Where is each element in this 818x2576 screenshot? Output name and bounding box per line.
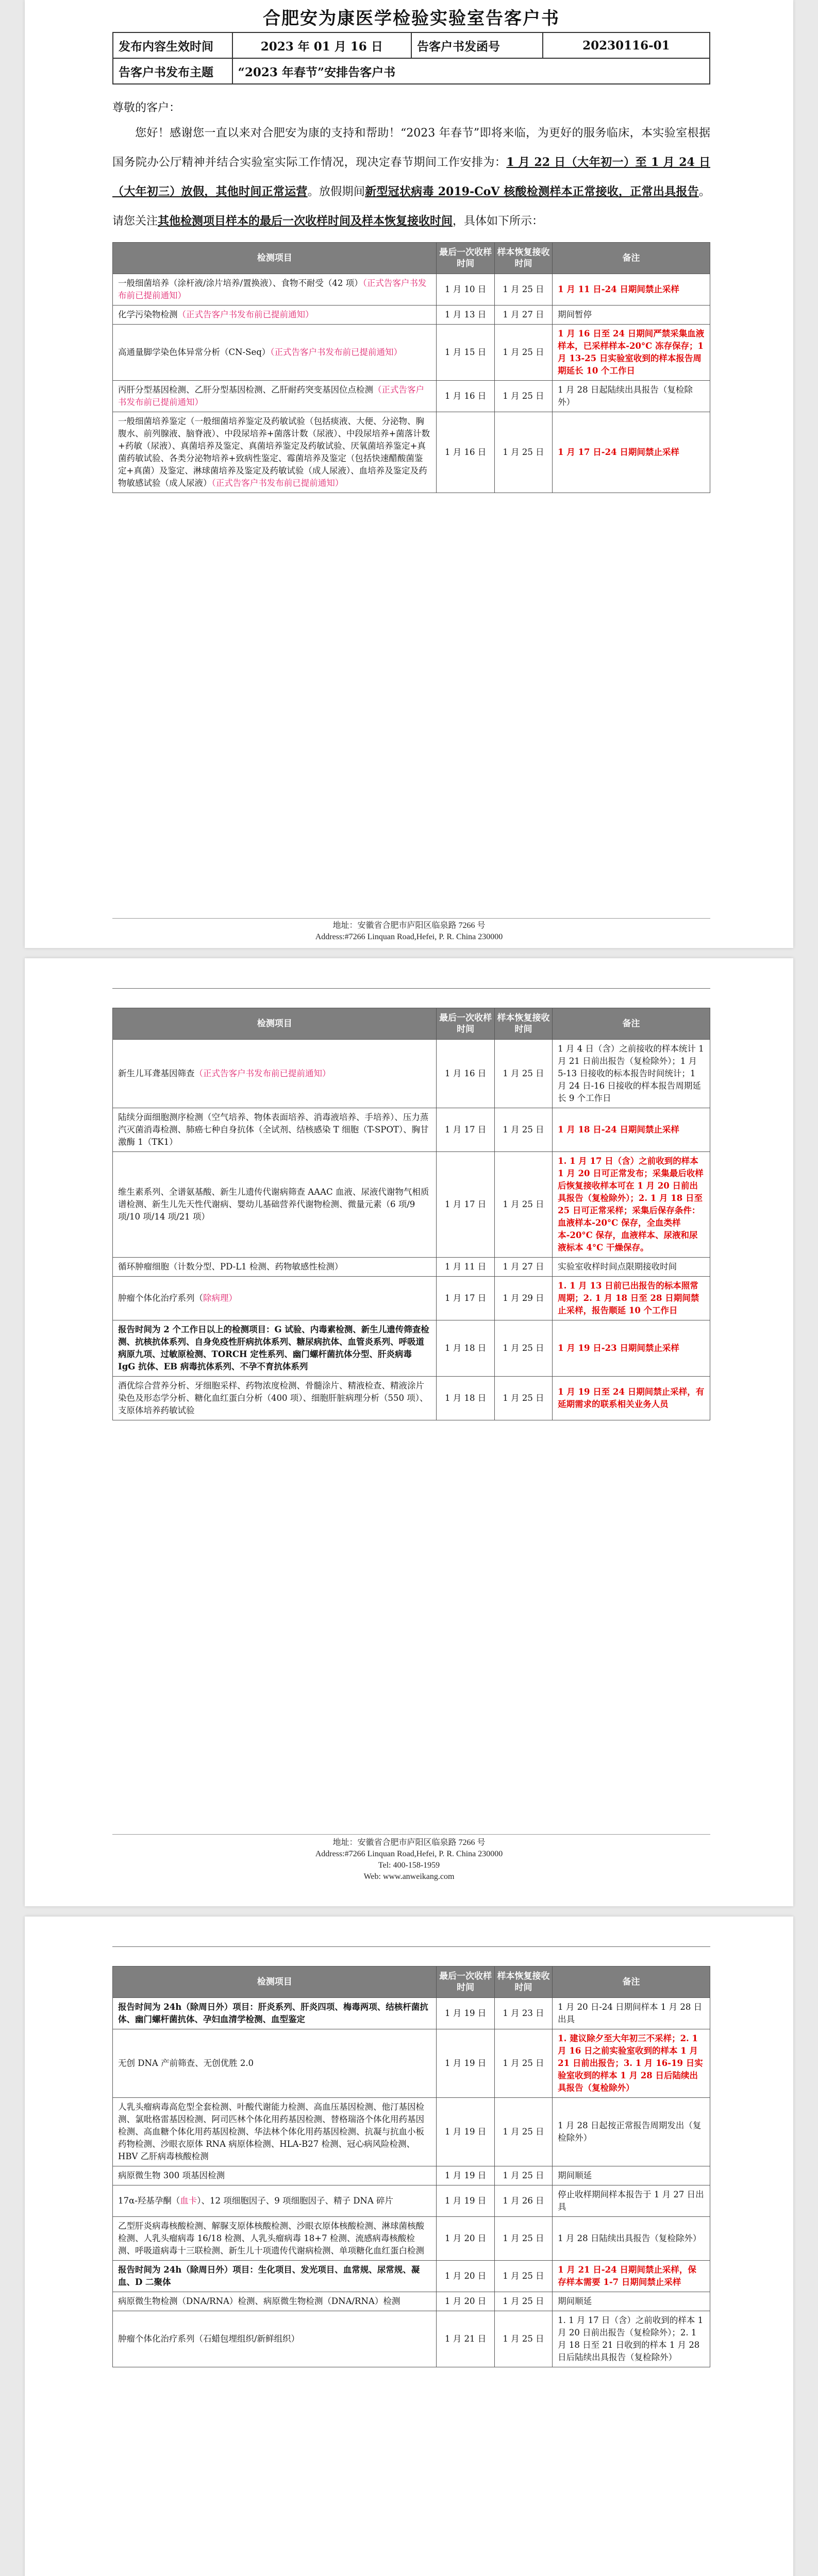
notice-tag: （正式告客户书发布前已提前通知） <box>118 385 424 407</box>
table-row <box>113 2292 710 2311</box>
code-label: 告客户书发函号 <box>411 32 543 58</box>
item-text: 高通量脚学染色体异常分析（CN-Seq） <box>118 347 271 357</box>
cell-resume: 1 月 29 日 <box>494 1277 552 1320</box>
cell-last: 1 月 15 日 <box>437 325 494 381</box>
header-resume: 样本恢复接收时间 <box>494 1008 552 1040</box>
cell-last: 1 月 19 日 <box>437 2185 494 2217</box>
cell-resume: 1 月 25 日 <box>494 325 552 381</box>
cell-resume: 1 月 25 日 <box>494 274 552 306</box>
cell-item <box>113 1320 437 1377</box>
cell-item <box>113 2166 437 2185</box>
cell-item <box>113 1040 437 1108</box>
item-text: 新生儿耳聋基因筛查 <box>118 1069 195 1078</box>
cell-last: 1 月 20 日 <box>437 2261 494 2292</box>
table-row <box>113 2217 710 2261</box>
cell-resume: 1 月 27 日 <box>494 1258 552 1277</box>
notice-tag: （正式告客户书发布前已提前通知） <box>177 310 314 319</box>
page-3 <box>25 1917 793 2576</box>
footer-tel: Tel: 400-158-1959 <box>378 1861 440 1870</box>
cell-last: 1 月 18 日 <box>437 1320 494 1377</box>
footer-address-cn: 地址：安徽省合肥市庐阳区临泉路 7266 号 <box>332 1838 486 1847</box>
cell-note: 停止收样期间样本报告于 1 月 27 日出具 <box>553 2185 710 2217</box>
intro-p5: 。请您关注 <box>112 185 710 228</box>
footer-page-2 <box>25 1837 793 1883</box>
table-row <box>113 274 710 306</box>
cell-note: 1 月 28 日陆续出具报告（复检除外） <box>553 2217 710 2261</box>
item-text: 病原微生物检测（DNA/RNA）检测、病原微生物检测（DNA/RNA）检测 <box>118 2296 400 2306</box>
cell-last: 1 月 18 日 <box>437 1377 494 1420</box>
table-row <box>113 2261 710 2292</box>
header-last: 最后一次收样时间 <box>437 243 494 274</box>
table-row <box>113 1258 710 1277</box>
release-date: 2023 年 01 月 16 日 <box>232 32 411 58</box>
footer-page-1 <box>25 920 793 943</box>
cell-item <box>113 1998 437 2029</box>
cell-last: 1 月 13 日 <box>437 306 494 325</box>
notice-tag: （正式告客户书发布前已提前通知） <box>270 347 403 357</box>
table-row <box>113 381 710 412</box>
cell-resume: 1 月 25 日 <box>494 1152 552 1258</box>
cell-resume: 1 月 25 日 <box>494 381 552 412</box>
intro-attention: 其他检测项目样本的最后一次收样时间及样本恢复接收时间 <box>158 214 453 228</box>
intro-covid: 新型冠状病毒 2019-CoV 核酸检测样本正常接收，正常出具报告 <box>365 185 699 198</box>
table-row <box>113 2185 710 2217</box>
cell-resume: 1 月 23 日 <box>494 1998 552 2029</box>
item-text: 乙型肝炎病毒核酸检测、解脲支原体核酸检测、沙眼衣原体核酸检测、淋球菌核酸检测、人乳头瘤病毒 16/18 检测、人乳头瘤病毒 18+7 检测、流感病毒核酸检测、呼吸道病毒十三联检测、新生儿十项遗传代谢病检测、单项糖化血红蛋白检测 <box>118 2221 424 2256</box>
cell-resume: 1 月 25 日 <box>494 412 552 493</box>
cell-last: 1 月 19 日 <box>437 2166 494 2185</box>
schedule-table-2 <box>112 1008 710 1420</box>
table-row <box>113 325 710 381</box>
header-note: 备注 <box>553 1008 710 1040</box>
table-row <box>113 1108 710 1152</box>
page-2-content <box>112 1008 710 1420</box>
cell-item <box>113 2098 437 2166</box>
cell-last: 1 月 11 日 <box>437 1258 494 1277</box>
header-resume: 样本恢复接收时间 <box>494 243 552 274</box>
cell-last: 1 月 20 日 <box>437 2217 494 2261</box>
notice-tag: （正式告客户书发布前已提前通知） <box>211 478 344 488</box>
cell-note: 1 月 19 日-23 日期间禁止采样 <box>553 1320 710 1377</box>
cell-item <box>113 2292 437 2311</box>
item-text: 报告时间为 24h（除周日外）项目：肝炎系列、肝炎四项、梅毒两项、结核杆菌抗体、幽门螺杆菌抗体、孕妇血清学检测、血型鉴定 <box>118 2002 428 2024</box>
cell-resume: 1 月 25 日 <box>494 1108 552 1152</box>
table-row <box>113 1152 710 1258</box>
item-text: 一般细菌培养鉴定（一般细菌培养鉴定及药敏试验（包括痰液、大便、分泌物、胸腹水、前列腺液、脑脊液）、中段尿培养+菌落计数（尿液）、中段尿培养+菌落计数+药敏（尿液）、真菌培养及鉴定、真菌培养鉴定及药敏试验、厌氧菌培养鉴定+真菌药敏试验、各类分泌物培养+致病性鉴定、霉菌培养及鉴定（包括快速醋酸菌鉴定+真菌）及鉴定、淋球菌培养及鉴定及药敏试验（成人尿液）、血培养及鉴定及药物敏感试验（成人尿液） <box>118 416 430 488</box>
header-note: 备注 <box>553 1967 710 1998</box>
cell-note: 实验室收样时间点限期接收时间 <box>553 1258 710 1277</box>
cell-resume: 1 月 25 日 <box>494 2098 552 2166</box>
cell-note: 1 月 28 日起按正常报告周期发出（复检除外） <box>553 2098 710 2166</box>
table-header <box>113 1967 710 1998</box>
item-text: 维生素系列、全谱氨基酸、新生儿遗传代谢病筛查 AAAC 血液、尿液代谢物气相质谱检测、新生儿先天性代谢病、婴幼儿基础营养代谢物检测、微量元素（6 项/9 项/10 项/14 项/21 项） <box>118 1187 429 1222</box>
cell-note: 期间顺延 <box>553 2292 710 2311</box>
cell-note: 1. 1 月 13 日前已出报告的标本照常周期；2. 1 月 18 日至 28 日期间禁止采样，报告顺延 10 个工作日 <box>553 1277 710 1320</box>
item-text: 17α-羟基孕酮（ <box>118 2196 180 2206</box>
item-text: 化学污染物检测 <box>118 310 178 319</box>
cell-note: 1 月 20 日-24 日期间样本 1 月 28 日出具 <box>553 1998 710 2029</box>
table-row <box>113 1377 710 1420</box>
item-text: 报告时间为 24h（除周日外）项目：生化项目、发光项目、血常规、尿常规、凝血、D 二聚体 <box>118 2265 420 2287</box>
cell-item <box>113 2185 437 2217</box>
cell-last: 1 月 16 日 <box>437 1040 494 1108</box>
item-text: 酒优综合营养分析、牙细胞采样、药物浓度检测、骨髓涂片、精液检查、精液涂片染色及形态学分析、糖化血红蛋白分析（400 项）、细胞肝脏病理分析（550 项）、支原体培养药敏试验 <box>118 1381 428 1415</box>
cell-last: 1 月 16 日 <box>437 412 494 493</box>
cell-last: 1 月 17 日 <box>437 1152 494 1258</box>
cell-last: 1 月 16 日 <box>437 381 494 412</box>
cell-last: 1 月 21 日 <box>437 2311 494 2367</box>
cell-resume: 1 月 25 日 <box>494 2261 552 2292</box>
table-row <box>113 1320 710 1377</box>
cell-last: 1 月 10 日 <box>437 274 494 306</box>
table-row <box>113 2029 710 2098</box>
footer-divider <box>112 1834 710 1835</box>
page-1-content <box>112 0 710 493</box>
cell-note: 1 月 11 日-24 日期间禁止采样 <box>553 274 710 306</box>
cell-last: 1 月 19 日 <box>437 1998 494 2029</box>
schedule-table-3 <box>112 1966 710 2367</box>
cell-note: 1. 1 月 17 日（含）之前收到的样本 1 月 20 日前出报告（复检除外）；2. 1 月 18 日至 21 日收到的样本 1 月 28 日后陆续出具报告（复检除外） <box>553 2311 710 2367</box>
cell-resume: 1 月 25 日 <box>494 2292 552 2311</box>
cell-note: 1 月 4 日（含）之前接收的样本统计 1 月 21 日前出报告（复检除外）；1 月 5-13 日接收的标本报告时间统计；1 月 24 日-16 日接收的样本报告周期延长 9 个工作日 <box>553 1040 710 1108</box>
item-highlight: 除病理） <box>203 1293 237 1303</box>
footer-address-en: Address:#7266 Linquan Road,Hefei, P. R. China 230000 <box>315 1850 503 1858</box>
cell-last: 1 月 19 日 <box>437 2029 494 2098</box>
table-row <box>113 2098 710 2166</box>
cell-item <box>113 1377 437 1420</box>
subject-value: “2023 年春节”安排告客户书 <box>232 58 710 84</box>
cell-item <box>113 1108 437 1152</box>
doc-title: 合肥安为康医学检验实验室告客户书 <box>263 8 560 29</box>
footer-address-en: Address:#7266 Linquan Road,Hefei, P. R. China 230000 <box>315 933 503 941</box>
intro-holiday: 1 月 22 日（大年初一）至 1 月 24 日（大年初三）放假，其他时间正常运营 <box>112 156 710 198</box>
footer-web: Web: www.anweikang.com <box>363 1872 455 1881</box>
cell-note: 1 月 17 日-24 日期间禁止采样 <box>553 412 710 493</box>
item-text: 循环肿瘤细胞（计数分型、PD-L1 检测、药物敏感性检测） <box>118 1262 343 1272</box>
page-1 <box>25 0 793 948</box>
item-text: 病原微生物 300 项基因检测 <box>118 2171 225 2180</box>
cell-item <box>113 2311 437 2367</box>
cell-item <box>113 2217 437 2261</box>
cell-resume: 1 月 25 日 <box>494 1040 552 1108</box>
page-3-content <box>112 1966 710 2367</box>
header-divider <box>112 1946 710 1947</box>
table-row <box>113 1998 710 2029</box>
schedule-table-1 <box>112 242 710 493</box>
release-label: 发布内容生效时间 <box>113 32 232 58</box>
cell-note: 期间暂停 <box>553 306 710 325</box>
header-item: 检测项目 <box>113 243 437 274</box>
notice-tag: （正式告客户书发布前已提前通知） <box>194 1069 331 1078</box>
header-resume: 样本恢复接收时间 <box>494 1967 552 1998</box>
cell-resume: 1 月 25 日 <box>494 2166 552 2185</box>
cell-item <box>113 2261 437 2292</box>
cell-note: 1 月 28 日起陆续出具报告（复检除外） <box>553 381 710 412</box>
cell-resume: 1 月 25 日 <box>494 2311 552 2367</box>
intro-p3: 。放假期间 <box>307 185 365 198</box>
footer-address-cn: 地址：安徽省合肥市庐阳区临泉路 7266 号 <box>332 921 486 930</box>
intro-p1: 您好！感谢您一直以来对合肥安为康的支持和帮助！“2023 年春节”即将来临，为更好的服务临床，本实验室根据国务院办公厅精神并结合实验室实际工作情况，现决定春节期间工作安排为： <box>112 127 710 169</box>
item-text: 肿瘤个体化治疗系列（石蜡包埋组织/新鲜组织） <box>118 2334 300 2344</box>
cell-note: 1. 1 月 17 日（含）之前收到的样本 1 月 20 日可正常发布；采集最后收样后恢复接收样本可在 1 月 20 日前出具报告（复检除外）；2. 1 月 18 日至 25 日可正常采样；采集后保存条件：血液样本-20°C 保存，全血类样本-20°C 保存，血液样本、尿液和尿液标本 4°C 干燥保存。 <box>553 1152 710 1258</box>
header-note: 备注 <box>553 243 710 274</box>
item-highlight: 血卡 <box>180 2196 197 2206</box>
intro-paragraph <box>112 118 710 236</box>
page-2 <box>25 958 793 1906</box>
cell-note: 1 月 21 日-24 日期间禁止采样，保存样本需要 1-7 日期间禁止采样 <box>553 2261 710 2292</box>
header-divider <box>112 988 710 989</box>
item-text: 人乳头瘤病毒高危型全套检测、叶酸代谢能力检测、高血压基因检测、他汀基因检测、氯吡格雷基因检测、阿司匹林个体化用药基因检测、替格瑞洛个体化用药基因检测、高血糖个体化用药基因检测、华法林个体化用药基因检测、抗凝与抗血小板药物检测、沙眼衣原体 RNA 病原体检测、HLA-B27 检测、冠心病风险检测、HBV 乙肝病毒核酸检测 <box>118 2102 424 2161</box>
cell-note: 期间顺延 <box>553 2166 710 2185</box>
cell-item <box>113 1258 437 1277</box>
table-row <box>113 306 710 325</box>
cell-last: 1 月 20 日 <box>437 2292 494 2311</box>
cell-item <box>113 2029 437 2098</box>
cell-item <box>113 1277 437 1320</box>
cell-note: 1 月 19 日至 24 日期间禁止采样，有延期需求的联系相关业务人员 <box>553 1377 710 1420</box>
cell-last: 1 月 17 日 <box>437 1108 494 1152</box>
item-text: 丙肝分型基因检测、乙肝分型基因检测、乙肝耐药突变基因位点检测 <box>118 385 373 395</box>
item-tail: ）、12 项细胞因子、9 项细胞因子、精子 DNA 碎片 <box>197 2196 394 2206</box>
table-header <box>113 243 710 274</box>
header-item: 检测项目 <box>113 1967 437 1998</box>
header-last: 最后一次收样时间 <box>437 1967 494 1998</box>
item-text: 肿瘤个体化治疗系列（ <box>118 1293 203 1303</box>
item-text: 报告时间为 2 个工作日以上的检测项目：G 试验、内毒素检测、新生儿遗传筛查检测、抗核抗体系列、自身免疫性肝病抗体系列、糖尿病抗体、血管炎系列、呼吸道病原九项、过敏原检测、TORCH 定性系列、幽门螺杆菌抗体分型、肝炎病毒 IgG 抗体、EB 病毒抗体系列、不孕不育抗体系列 <box>118 1325 429 1371</box>
table-row <box>113 2166 710 2185</box>
item-text: 一般细菌培养（涂杆液/涂片培养/置换液）、食物不耐受（42 项） <box>118 278 363 288</box>
header-last: 最后一次收样时间 <box>437 1008 494 1040</box>
cell-resume: 1 月 25 日 <box>494 2029 552 2098</box>
cell-item <box>113 412 437 493</box>
cell-item <box>113 325 437 381</box>
cell-item <box>113 1152 437 1258</box>
item-text: 陆续分面细胞测序检测（空气培养、物体表面培养、消毒液培养、手培养）、压力蒸汽灭菌消毒检测、肺癌七种自身抗体（全试剂、结核感染 T 细胞（T-SPOT）、胸甘激酶 1（TK1） <box>118 1112 429 1147</box>
greeting: 尊敬的客户： <box>112 101 181 114</box>
meta-table <box>112 32 710 84</box>
cell-resume: 1 月 25 日 <box>494 1320 552 1377</box>
header-item: 检测项目 <box>113 1008 437 1040</box>
table-header <box>113 1008 710 1040</box>
cell-note: 1 月 18 日-24 日期间禁止采样 <box>553 1108 710 1152</box>
table-row <box>113 2311 710 2367</box>
table-row <box>113 1040 710 1108</box>
cell-resume: 1 月 26 日 <box>494 2185 552 2217</box>
cell-last: 1 月 19 日 <box>437 2098 494 2166</box>
cell-item <box>113 274 437 306</box>
cell-last: 1 月 17 日 <box>437 1277 494 1320</box>
cell-resume: 1 月 25 日 <box>494 1377 552 1420</box>
cell-note: 1. 建议除夕至大年初三不采样；2. 1 月 16 日之前实验室收到的样本 1 月 21 日前出报告；3. 1 月 16-19 日实验室收到的样本 1 月 28 日后陆续出具报告（复检除外） <box>553 2029 710 2098</box>
cell-note: 1 月 16 日至 24 日期间严禁采集血液样本，已采样样本-20°C 冻存保存；1 月 13-25 日实验室收到的样本报告周期延长 10 个工作日 <box>553 325 710 381</box>
code-value: 20230116-01 <box>543 32 710 58</box>
cell-resume: 1 月 27 日 <box>494 306 552 325</box>
cell-item <box>113 381 437 412</box>
table-row <box>113 412 710 493</box>
item-text: 无创 DNA 产前筛查、无创优胜 2.0 <box>118 2058 254 2068</box>
notice-tag: （正式告客户书发布前已提前通知） <box>118 278 427 300</box>
subject-label: 告客户书发布主题 <box>113 58 232 84</box>
footer-divider <box>112 918 710 919</box>
table-row <box>113 1277 710 1320</box>
cell-item <box>113 306 437 325</box>
cell-resume: 1 月 25 日 <box>494 2217 552 2261</box>
intro-p7: ，具体如下所示： <box>453 215 544 228</box>
